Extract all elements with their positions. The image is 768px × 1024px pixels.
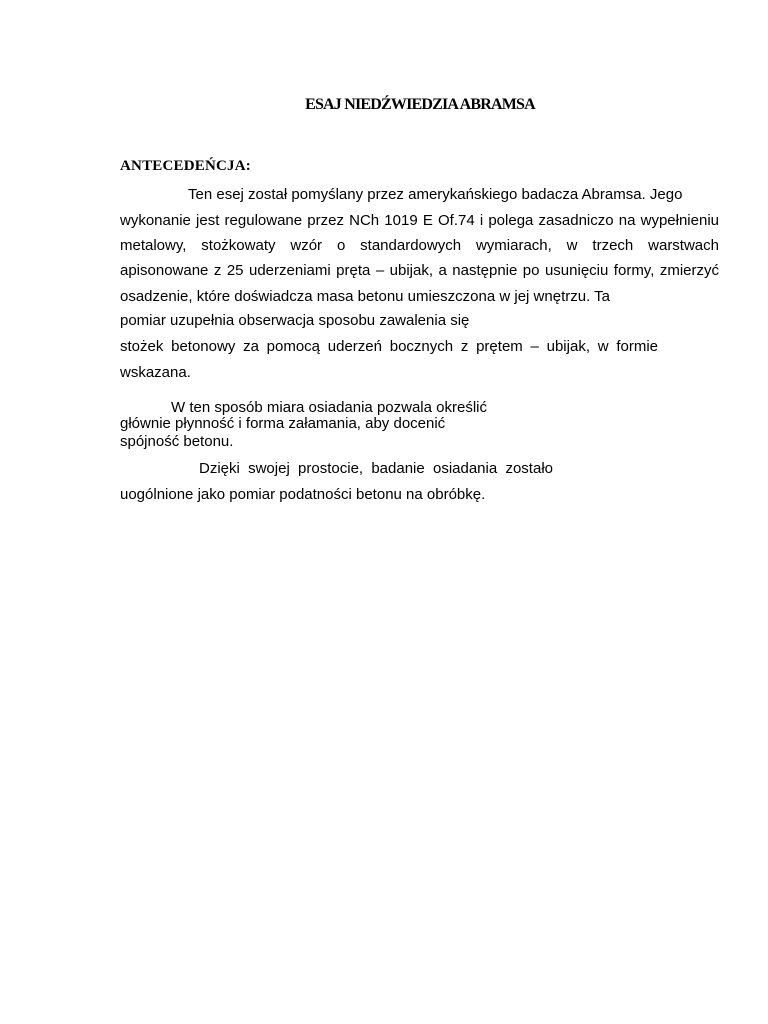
section-heading: ANTECEDEŃCJA: — [120, 158, 251, 174]
paragraph-1-line: wskazana. — [120, 364, 191, 381]
paragraph-2-line: W ten sposób miara osiadania pozwala określić — [171, 399, 487, 416]
paragraph-1-line: stożek betonowy za pomocą uderzeń bocznych z prętem – ubijak, w formie — [120, 338, 658, 355]
paragraph-3-line: Dzięki swojej prostocie, badanie osiadania zostało — [199, 460, 553, 477]
paragraph-1-line: Ten esej został pomyślany przez amerykańskiego badacza Abramsa. Jego — [188, 186, 683, 203]
document-title: ESAJ NIEDŹWIEDZIA ABRAMSA — [305, 96, 535, 113]
paragraph-2-line: spójność betonu. — [120, 433, 234, 450]
paragraph-1-line: metalowy, stożkowaty wzór o standardowych wymiarach, w trzech warstwach — [120, 237, 719, 254]
paragraph-1-line: wykonanie jest regulowane przez NCh 1019 E Of.74 i polega zasadniczo na wypełnieniu — [120, 212, 719, 229]
paragraph-2-line: głównie płynność i forma załamania, aby docenić — [120, 415, 446, 432]
paragraph-1-line: apisonowane z 25 uderzeniami pręta – ubijak, a następnie po usunięciu formy, zmierzyć — [120, 262, 719, 279]
paragraph-3-line: uogólnione jako pomiar podatności betonu na obróbkę. — [120, 486, 486, 503]
paragraph-1-line: pomiar uzupełnia obserwacja sposobu zawalenia się — [120, 312, 470, 329]
paragraph-1-line: osadzenie, które doświadcza masa betonu umieszczona w jej wnętrzu. Ta — [120, 288, 610, 305]
